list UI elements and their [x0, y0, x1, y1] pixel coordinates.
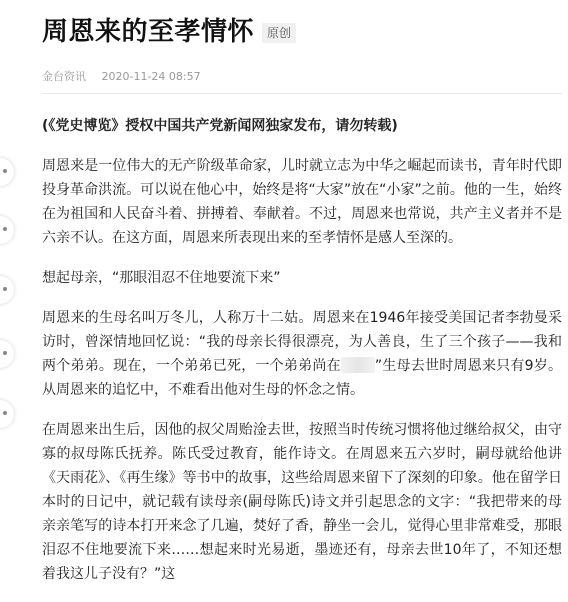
share-icon: [0, 348, 10, 358]
comment-button[interactable]: [0, 216, 14, 244]
share-button[interactable]: [0, 340, 14, 368]
article-title: 周恩来的至孝情怀: [42, 17, 255, 47]
paragraph-4: 在周恩来出生后，因他的叔父周贻淦去世，按照当时传统习惯将他过继给叔父，由守寡的叔母陈氏抚养。陈氏受过教育，能作诗文。在周恩来五六岁时，嗣母就给他讲《天雨花》、《再生缘》等书中的故事，这些给周恩来留下了深刻的印象。他在留学日本时的日记中，就记载有读母亲(嗣母陈氏)诗文并引起思念的文字：“我把带来的母亲亲笔写的诗本打开来念了几遍，焚好了香，静坐一会儿，觉得心里非常难受，那眼泪忍不住地要流下来……想起来时光易逝，墨迹还有，母亲去世10年了，不知还想着我这儿子没有？”这: [42, 422, 562, 582]
more-icon: [0, 408, 10, 418]
paragraph-1: 周恩来是一位伟大的无产阶级革命家，儿时就立志为中华之崛起而读书，青年时代即投身革命洪流。可以说在他心中，始终是将“大家”放在“小家”之前。他的一生，始终在为祖国和人民奋斗着、拼搏着、奉献着。不过，周恩来也常说，共产主义者并不是六亲不认。在这方面，周恩来所表现出来的至孝情怀是感人至深的。: [42, 158, 562, 246]
like-button[interactable]: [0, 158, 14, 186]
collect-button[interactable]: [0, 276, 14, 304]
star-icon: [0, 284, 10, 294]
paragraph-3-part-b: ”生母去世时周恩来只有9岁。从周恩来的追忆中，不难看出他对生母的怀念之情。: [42, 358, 562, 398]
source-link[interactable]: 金台资讯: [42, 70, 86, 83]
side-action-rail: [0, 140, 22, 552]
divider: [42, 93, 562, 94]
article-meta: [42, 68, 201, 84]
lead-paragraph: (《党史博览》授权中国共产党新闻网独家发布，请勿转载): [42, 118, 398, 134]
blurred-text: [341, 357, 375, 373]
paragraph-3: [42, 306, 562, 402]
original-badge: 原创: [262, 23, 296, 43]
comment-icon: [0, 224, 10, 234]
article-body: [42, 114, 562, 602]
more-button[interactable]: [0, 400, 14, 428]
title-row: [42, 14, 296, 50]
section-heading: 想起母亲，“那眼泪忍不住地要流下来”: [42, 270, 281, 286]
publish-date: 2020-11-24 08:57: [101, 70, 201, 83]
paragraph-3-part-a: 周恩来的生母名叫万冬儿，人称万十二姑。周恩来在1946年接受美国记者李勃曼采访时，曾深情地回忆说：“我的母亲长得很漂亮，为人善良，生了三个孩子——我和两个弟弟。现在，一个弟弟已死，一个弟弟尚在: [42, 310, 562, 374]
like-icon: [0, 166, 10, 176]
